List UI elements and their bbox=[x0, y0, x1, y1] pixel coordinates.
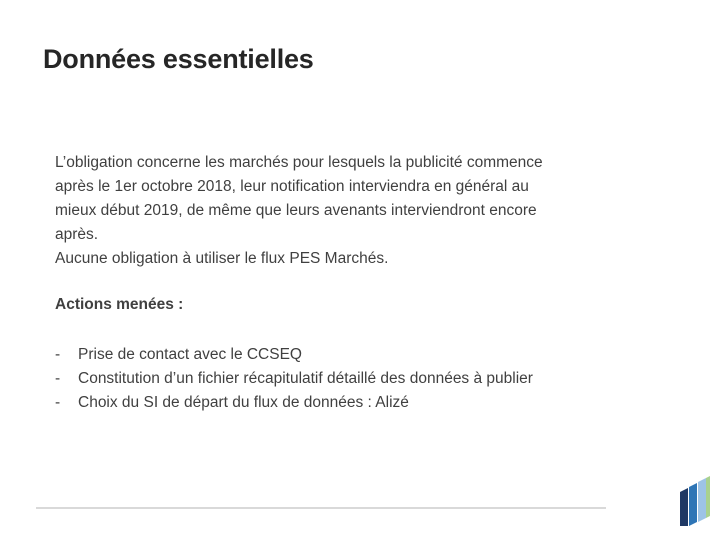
list-item bbox=[55, 391, 533, 415]
paragraph-line: Aucune obligation à utiliser le flux PES Marchés. bbox=[55, 250, 389, 267]
list-item-text: Choix du SI de départ du flux de données : Alizé bbox=[78, 394, 409, 411]
logo-bar-light bbox=[698, 478, 706, 522]
list-marker: - bbox=[55, 394, 61, 411]
paragraph-line: après le 1er octobre 2018, leur notification interviendra en général au bbox=[55, 178, 529, 195]
actions-list bbox=[55, 343, 533, 415]
list-marker: - bbox=[55, 370, 61, 387]
bars-logo-icon bbox=[676, 476, 710, 526]
actions-heading: Actions menées : bbox=[55, 296, 184, 313]
intro-paragraph bbox=[55, 151, 655, 271]
list-item-text: Constitution d’un fichier récapitulatif détaillé des données à publier bbox=[78, 370, 533, 387]
paragraph-line: après. bbox=[55, 226, 99, 243]
list-item bbox=[55, 367, 533, 391]
paragraph-line: mieux début 2019, de même que leurs avenants interviendront encore bbox=[55, 202, 537, 219]
list-marker: - bbox=[55, 346, 61, 363]
list-item-text: Prise de contact avec le CCSEQ bbox=[78, 346, 302, 363]
logo-bar-mid bbox=[689, 483, 697, 526]
slide-title: Données essentielles bbox=[43, 44, 314, 74]
logo-bar-green bbox=[706, 476, 710, 518]
footer-divider bbox=[36, 507, 606, 509]
paragraph-line: L’obligation concerne les marchés pour lesquels la publicité commence bbox=[55, 154, 543, 171]
list-item bbox=[55, 343, 533, 367]
logo-bar-dark bbox=[680, 488, 688, 526]
